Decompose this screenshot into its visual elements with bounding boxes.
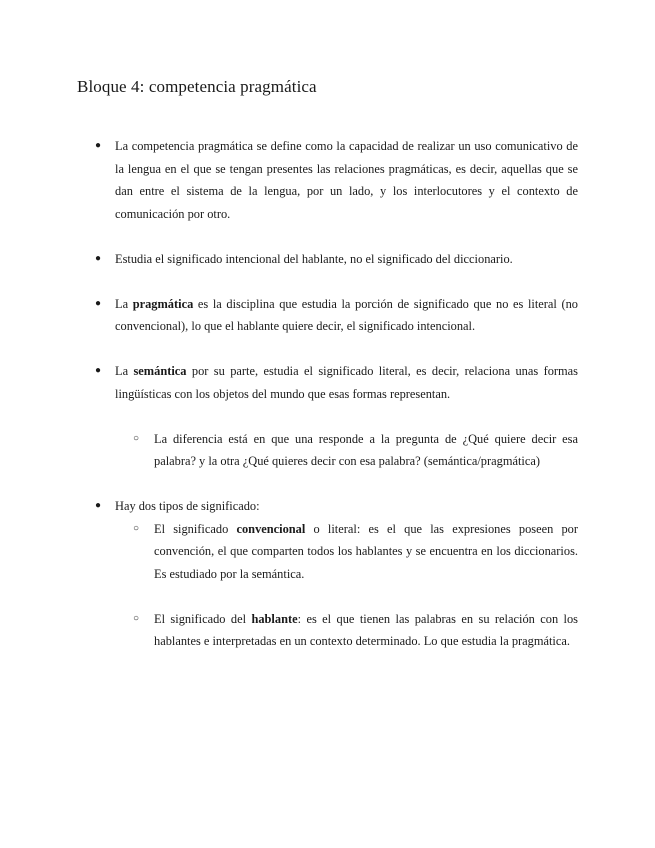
term-hablante: hablante [251,611,298,626]
hollow-bullet-icon: ○ [133,612,140,624]
paragraph-text-post: por su parte, estudia el significado literal, es decir, relaciona unas formas lingüísticas con los objetos del mundo que esas formas representan. [115,364,578,401]
sub-paragraph-text-pre: El significado del [154,611,252,626]
hollow-bullet-icon: ○ [133,522,140,534]
bullet-icon: ● [95,252,102,264]
bullet-icon: ● [95,500,102,511]
bullet-list [95,135,578,653]
sub-paragraph-text-post: : es el que tienen las palabras en su relación con los hablantes e interpretadas en un contexto determinado. Lo que estudia la pragmática. [154,611,579,648]
list-item [95,360,578,405]
paragraph-text-pre: La [115,364,134,378]
sub-list-item [95,428,578,473]
paragraph-text-pre: La [115,296,133,311]
sub-paragraph-text: La diferencia está en que una responde a la pregunta de ¿Qué quiere decir esa palabra? y la otra ¿Qué quieres decir con esa palabra? (semántica/pragmática) [154,431,578,468]
paragraph-text-post: es la disciplina que estudia la porción de significado que no es literal (no convencional), lo que el hablante quiere decir, el significado intencional. [115,296,578,333]
paragraph-text: Hay dos tipos de significado: [115,499,260,513]
sub-paragraph-text-post: o literal: es el que las expresiones poseen por convención, el que comparten todos los hablantes y se encuentra en los diccionarios. Es estudiado por la semántica. [154,521,579,581]
sub-list-item [95,518,578,586]
term-semantica: semántica [133,364,187,378]
list-item [95,293,578,338]
list-item [95,495,578,518]
document-body [95,135,578,653]
term-convencional: convencional [236,521,306,536]
hollow-bullet-icon: ○ [133,432,140,444]
paragraph-text: La competencia pragmática se define como la capacidad de realizar un uso comunicativo de la lengua en el que se tengan presentes las relaciones pragmáticas, es decir, aquellas que se dan entre el sistema de la lengua, por un lado, y los interlocutores y el contexto de comunicación por otro. [115,139,578,221]
list-item [95,135,578,225]
sub-list-item [95,608,578,653]
sub-paragraph-text-pre: El significado [154,521,237,536]
document-title: Bloque 4: competencia pragmática [77,77,317,96]
bullet-icon: ● [95,365,102,376]
bullet-icon: ● [95,140,102,151]
list-item [95,248,578,271]
term-pragmatica: pragmática [132,296,194,311]
paragraph-text: Estudia el significado intencional del hablante, no el significado del diccionario. [115,251,513,266]
bullet-icon: ● [95,297,102,309]
